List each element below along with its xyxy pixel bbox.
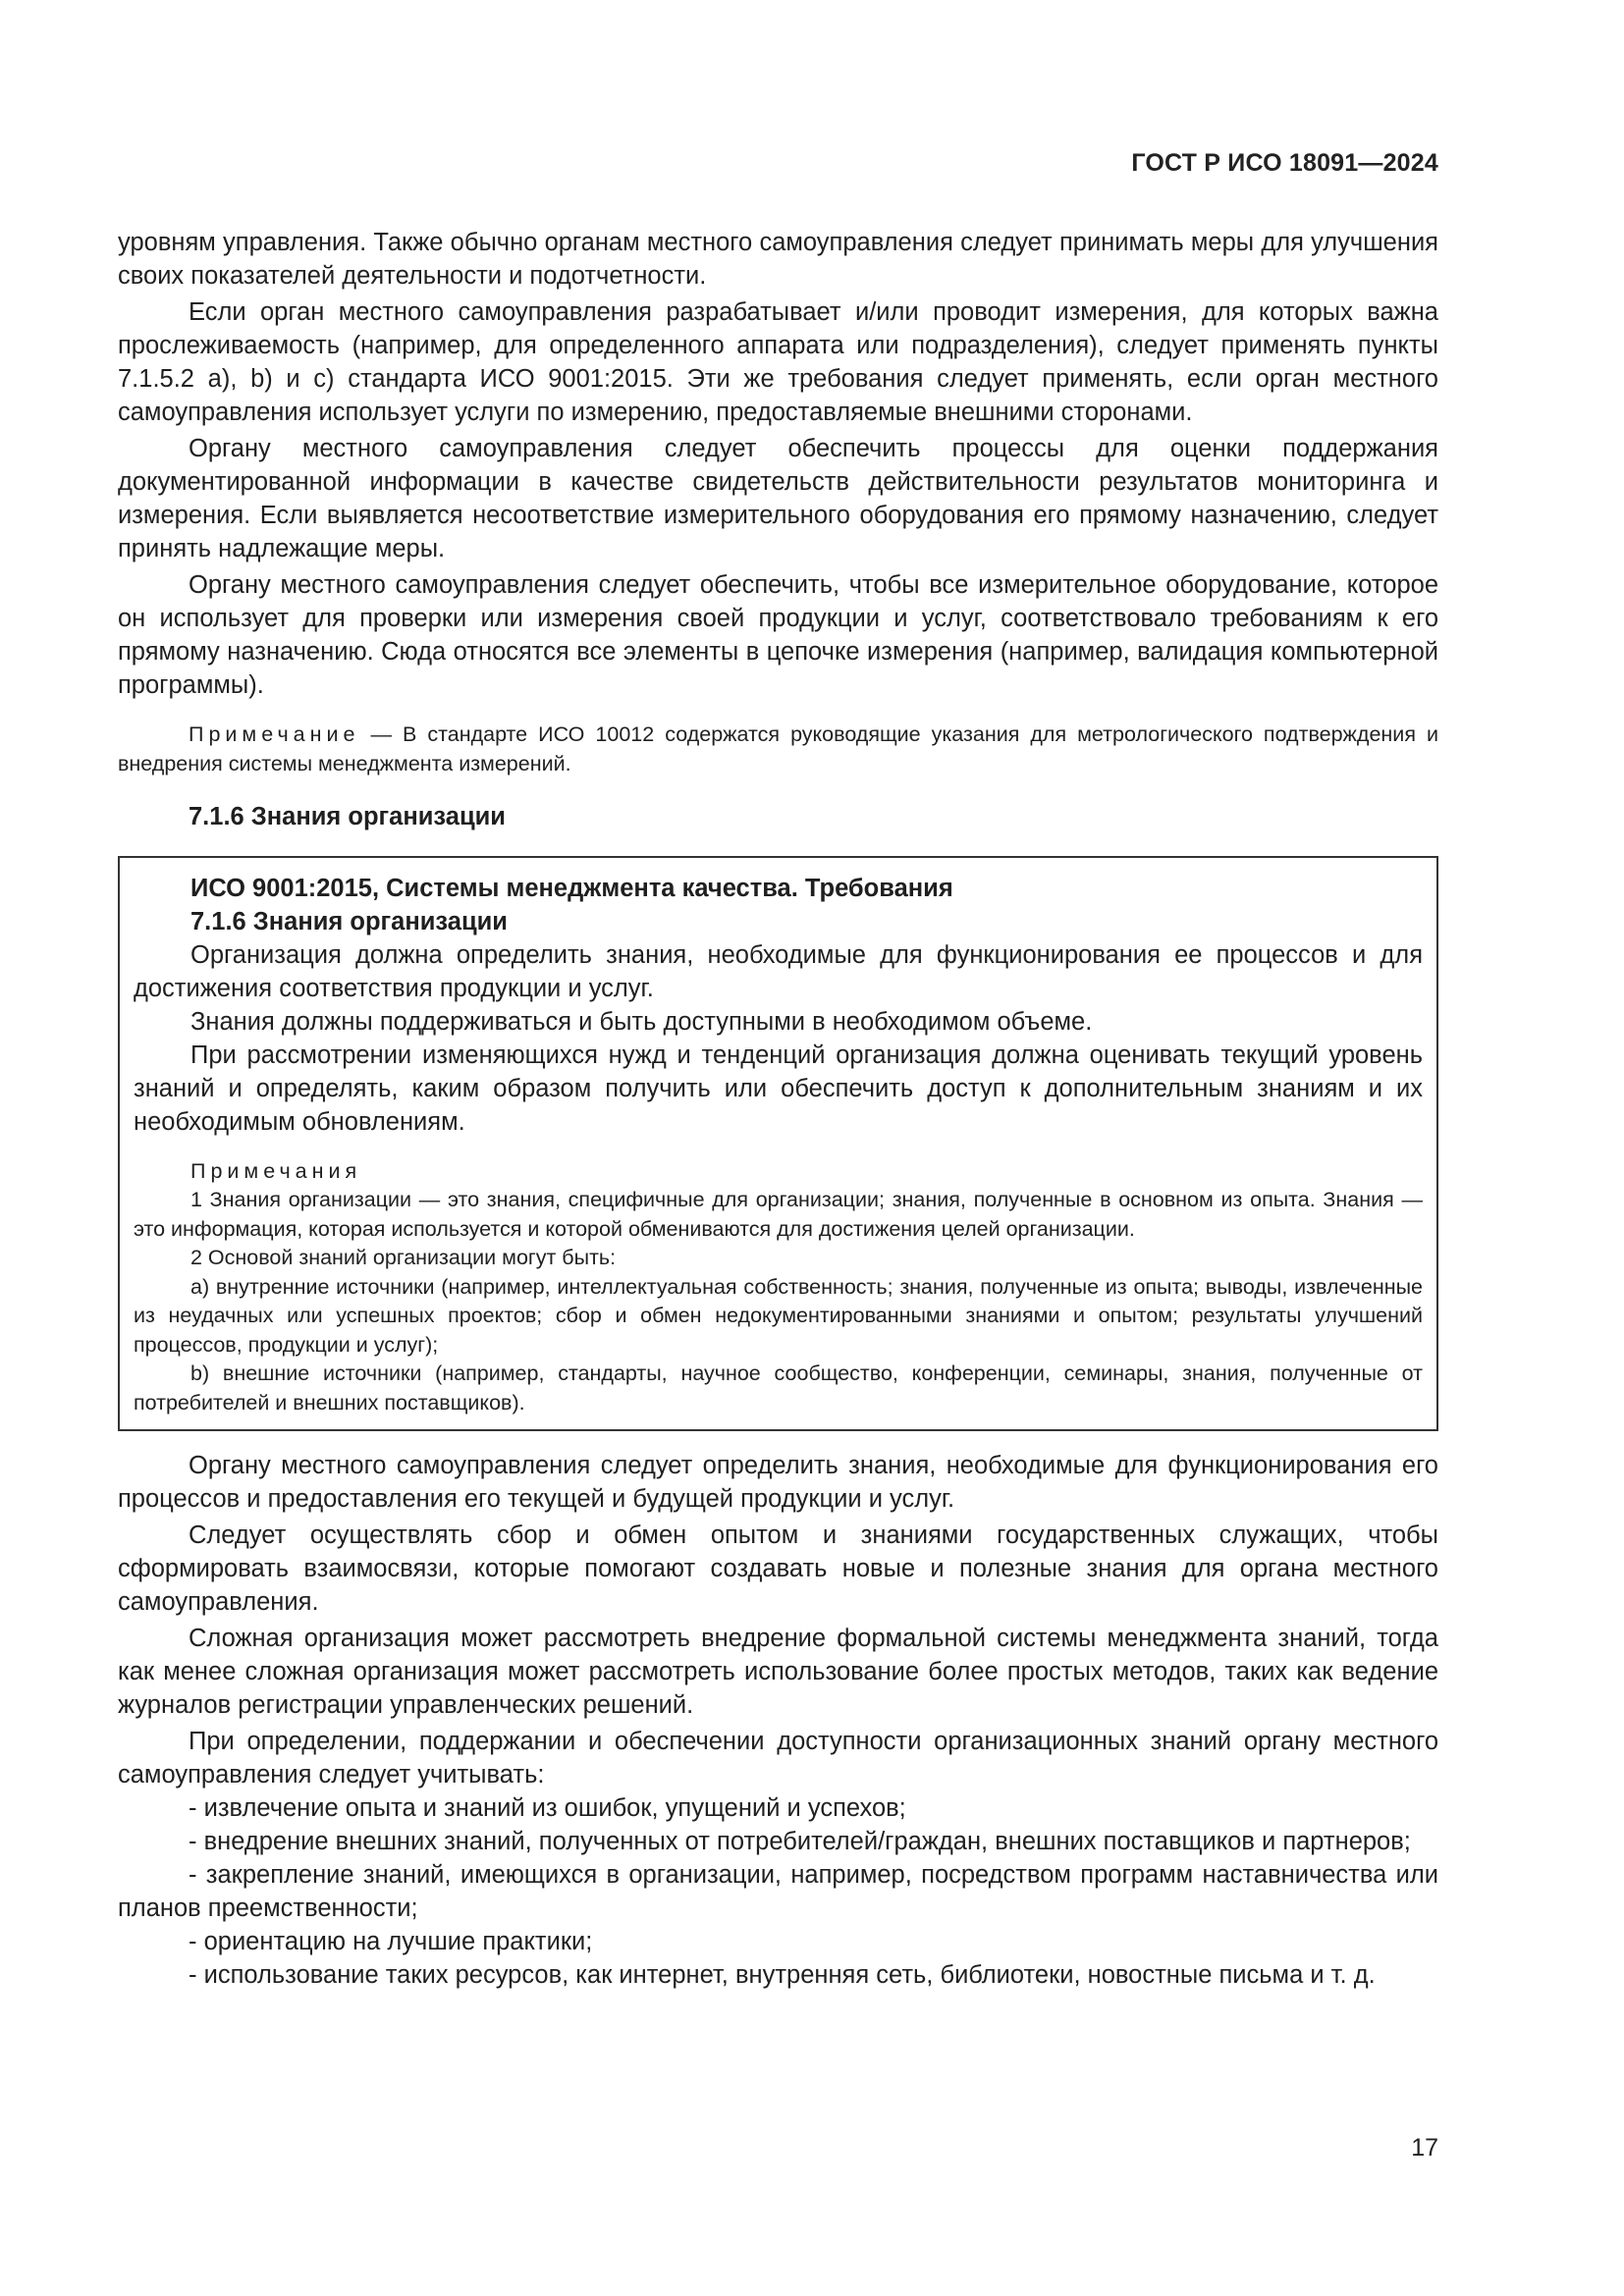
list-item: - извлечение опыта и знаний из ошибок, упущений и успехов;: [189, 1794, 906, 1822]
page-number: 17: [1411, 2134, 1438, 2162]
list-item: - использование таких ресурсов, как интернет, внутренняя сеть, библиотеки, новостные письма и т. д.: [189, 1961, 1376, 1989]
document-header: ГОСТ Р ИСО 18091—2024: [1131, 149, 1438, 177]
quoted-standard-box: [118, 856, 1438, 1431]
list-item: - ориентацию на лучшие практики;: [189, 1928, 593, 1955]
note: [118, 720, 1438, 778]
paragraph: Сложная организация может рассмотреть внедрение формальной системы менеджмента знаний, тогда как менее сложная организация может рассмотреть использование более простых методов, таких как ведение журналов регистрации управленческих решений.: [118, 1625, 1438, 1719]
paragraph: При определении, поддержании и обеспечении доступности организационных знаний органу местного самоуправления следует учитывать:: [118, 1728, 1438, 1789]
paragraph: Органу местного самоуправления следует обеспечить процессы для оценки поддержания документированной информации в качестве свидетельств действительности результатов мониторинга и измерения. Если выявляется несоответствие измерительного оборудования его прямому назначению, следует принять надлежащие меры.: [118, 435, 1438, 562]
paragraph: уровням управления. Также обычно органам местного самоуправления следует принимать меры для улучшения своих показателей деятельности и подотчетности.: [118, 229, 1438, 290]
paragraph: Органу местного самоуправления следует обеспечить, чтобы все измерительное оборудование, которое он использует для проверки или измерения своей продукции и услуг, соответствовало требованиям к его прямому назначению. Сюда относятся все элементы в цепочке измерения (например, валидация компьютерной программы).: [118, 571, 1438, 699]
box-paragraph: При рассмотрении изменяющихся нужд и тенденций организация должна оценивать текущий уровень знаний и определять, каким образом получить или обеспечить доступ к дополнительным знаниям и их необходимым обновлениям.: [134, 1041, 1423, 1136]
box-title: ИСО 9001:2015, Системы менеджмента качества. Требования: [190, 875, 953, 902]
document-page: [118, 0, 1438, 2296]
list-item: - закрепление знаний, имеющихся в организации, например, посредством программ наставничества или планов преемственности;: [118, 1861, 1438, 1922]
paragraph: Органу местного самоуправления следует определить знания, необходимые для функционирования его процессов и предоставления его текущей и будущей продукции и услуг.: [118, 1452, 1438, 1513]
box-note: b) внешние источники (например, стандарты, научное сообщество, конференции, семинары, знания, полученные от потребителей и внешних поставщиков).: [134, 1362, 1423, 1415]
page-content: [118, 226, 1438, 1992]
paragraph: Если орган местного самоуправления разрабатывает и/или проводит измерения, для которых важна прослеживаемость (например, для определенного аппарата или подразделения), следует применять пункты 7.1.5.2 a), b) и c) стандарта ИСО 9001:2015. Эти же требования следует применять, если орган местного самоуправления использует услуги по измерению, предоставляемые внешними сторонами.: [118, 298, 1438, 426]
list-item: - внедрение внешних знаний, полученных от потребителей/граждан, внешних поставщиков и партнеров;: [189, 1828, 1411, 1855]
box-notes-title: Примечания: [190, 1159, 362, 1183]
box-paragraph: Организация должна определить знания, необходимые для функционирования ее процессов и для достижения соответствия продукции и услуг.: [134, 941, 1423, 1002]
note-label: Примечание: [189, 722, 360, 746]
paragraph: Следует осуществлять сбор и обмен опытом и знаниями государственных служащих, чтобы сформировать взаимосвязи, которые помогают создавать новые и полезные знания для органа местного самоуправления.: [118, 1522, 1438, 1616]
note-text: — В стандарте ИСО 10012 содержатся руководящие указания для метрологического подтверждения и внедрения системы менеджмента измерений.: [118, 722, 1438, 775]
box-subtitle: 7.1.6 Знания организации: [190, 908, 508, 935]
after-box-section: [118, 1449, 1438, 1992]
box-note: 1 Знания организации — это знания, специфичные для организации; знания, полученные в основном из опыта. Знания — это информация, которая используется и которой обмениваются для достижения целей организации.: [134, 1188, 1423, 1241]
section-heading: 7.1.6 Знания организации: [189, 803, 506, 830]
box-note: a) внутренние источники (например, интеллектуальная собственность; знания, полученные из опыта; выводы, извлеченные из неудачных или успешных проектов; сбор и обмен недокументированными знаниями и опытом; результаты улучшений процессов, продукции и услуг);: [134, 1274, 1423, 1357]
box-paragraph: Знания должны поддерживаться и быть доступными в необходимом объеме.: [190, 1008, 1093, 1036]
box-note: 2 Основой знаний организации могут быть:: [190, 1246, 617, 1269]
